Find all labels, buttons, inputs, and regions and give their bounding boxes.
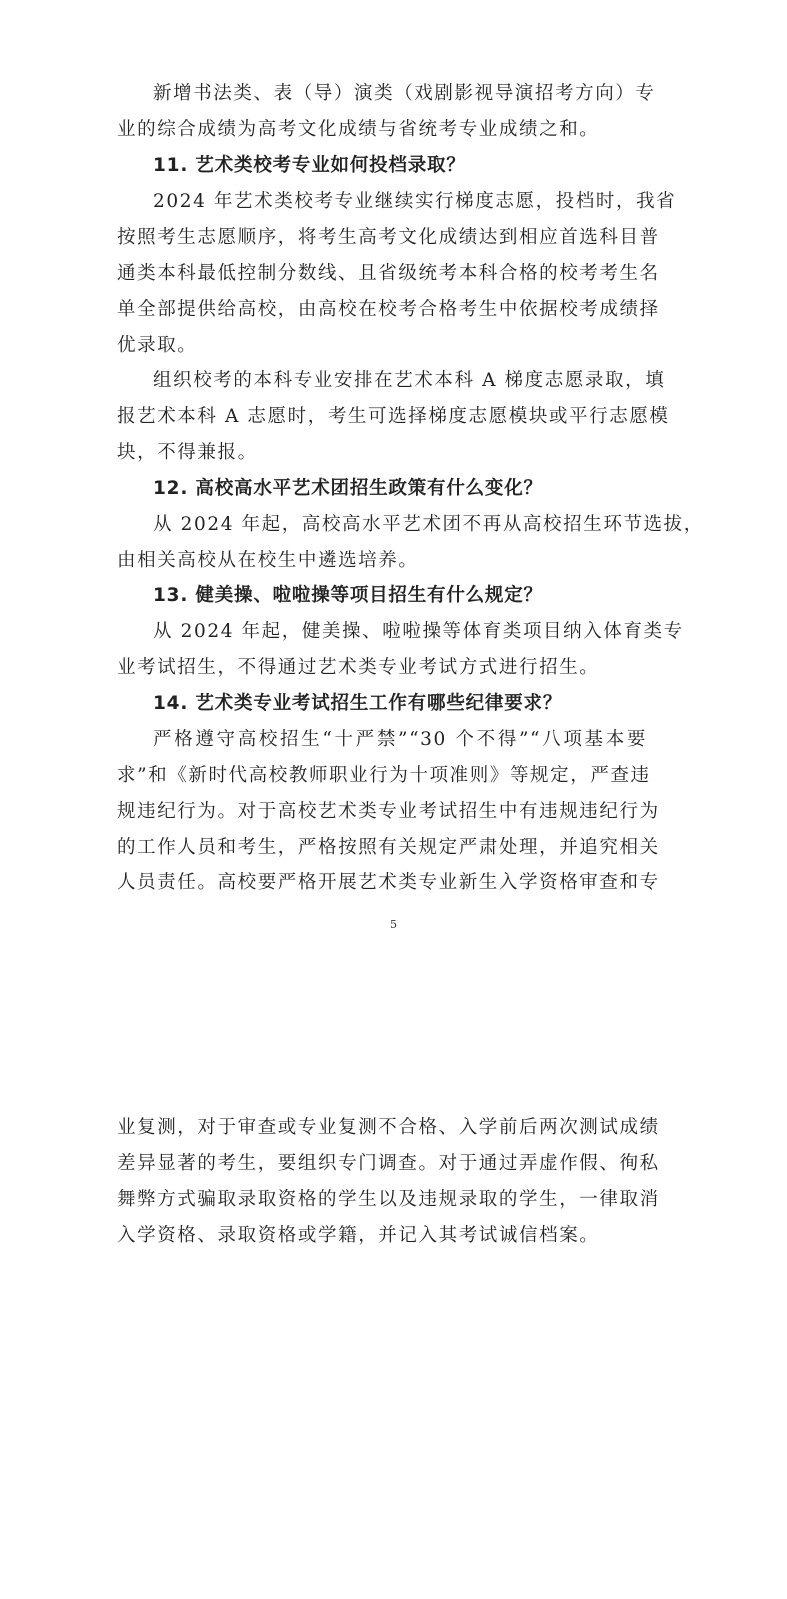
document-page-6 <box>0 1000 787 1599</box>
paragraph-line: 按照考生志愿顺序，将考生高考文化成绩达到相应首选科目普 <box>117 227 660 248</box>
section-heading-14: 14. 艺术类专业考试招生工作有哪些纪律要求？ <box>153 693 563 714</box>
paragraph-line: 单全部提供给高校，由高校在校考合格考生中依据校考成绩择 <box>117 299 660 320</box>
paragraph-line: 求”和《新时代高校教师职业行为十项准则》等规定，严查违 <box>117 765 651 786</box>
paragraph-line: 组织校考的本科专业安排在艺术本科 A 梯度志愿录取，填 <box>153 370 666 391</box>
paragraph-line: 从 2024 年起，高校高水平艺术团不再从高校招生环节选拔， <box>153 514 704 535</box>
paragraph-line: 入学资格、录取资格或学籍，并记入其考试诚信档案。 <box>117 1225 600 1246</box>
paragraph-line: 业复测，对于审查或专业复测不合格、入学前后两次测试成绩 <box>117 1117 660 1138</box>
paragraph-line: 由相关高校从在校生中遴选培养。 <box>117 550 419 571</box>
paragraph-line: 业的综合成绩为高考文化成绩与省统考专业成绩之和。 <box>117 119 600 140</box>
paragraph-line: 新增书法类、表（导）演类（戏剧影视导演招考方向）专 <box>153 83 656 104</box>
paragraph-line: 的工作人员和考生，严格按照有关规定严肃处理，并追究相关 <box>117 837 660 858</box>
paragraph-line: 通类本科最低控制分数线、且省级统考本科合格的校考考生名 <box>117 263 660 284</box>
paragraph-line: 严格遵守高校招生“十严禁”“30 个不得”“八项基本要 <box>153 729 647 750</box>
section-heading-13: 13. 健美操、啦啦操等项目招生有什么规定？ <box>153 585 543 606</box>
paragraph-line: 规违纪行为。对于高校艺术类专业考试招生中有违规违纪行为 <box>117 801 660 822</box>
section-heading-11: 11. 艺术类校考专业如何投档录取？ <box>153 155 466 176</box>
paragraph-line: 差异显著的考生，要组织专门调查。对于通过弄虚作假、徇私 <box>117 1153 660 1174</box>
paragraph-line: 优录取。 <box>117 335 198 356</box>
paragraph-line: 从 2024 年起，健美操、啦啦操等体育类项目纳入体育类专 <box>153 621 684 642</box>
page-number: 5 <box>390 918 397 931</box>
paragraph-line: 块，不得兼报。 <box>117 442 258 463</box>
paragraph-line: 舞弊方式骗取录取资格的学生以及违规录取的学生，一律取消 <box>117 1189 660 1210</box>
paragraph-line: 业考试招生，不得通过艺术类专业考试方式进行招生。 <box>117 657 600 678</box>
paragraph-line: 2024 年艺术类校考专业继续实行梯度志愿，投档时，我省 <box>153 191 677 212</box>
paragraph-line: 报艺术本科 A 志愿时，考生可选择梯度志愿模块或平行志愿模 <box>117 406 670 427</box>
paragraph-line: 人员责任。高校要严格开展艺术类专业新生入学资格审查和专 <box>117 872 660 893</box>
section-heading-12: 12. 高校高水平艺术团招生政策有什么变化？ <box>153 478 543 499</box>
